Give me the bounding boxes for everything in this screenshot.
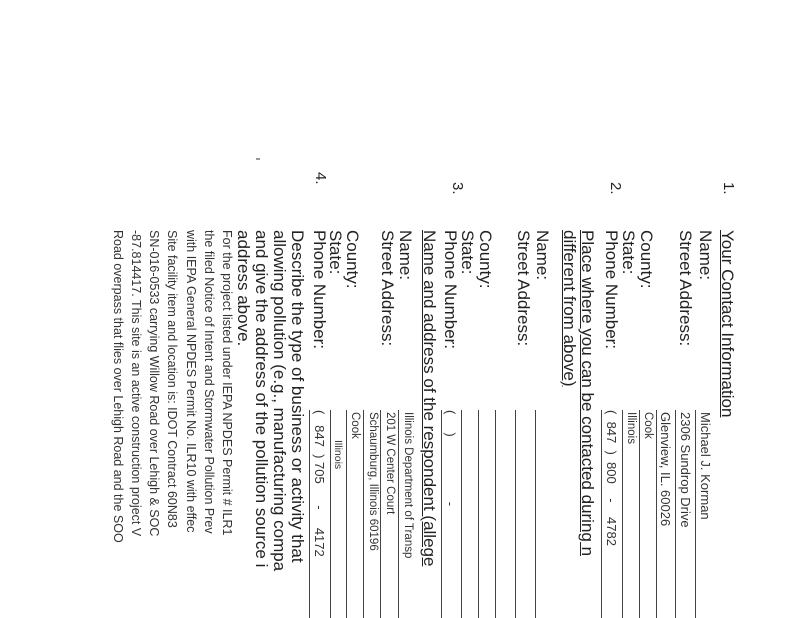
section-3-state-value: Illinois (332, 440, 344, 470)
section-3-name-line (398, 410, 399, 618)
section-3-state-label: State: (326, 230, 345, 275)
section-1-phone-area: 847 (604, 421, 619, 444)
section-4-detail-6: -87.814417. This site is an active construction project V (129, 230, 143, 537)
section-1-county-value: Cook (642, 412, 654, 439)
section-1-phone-label: Phone Number: (602, 230, 621, 350)
section-1-phone-field: ( 847 ) 800 - 4782 (604, 410, 619, 546)
section-2-phone-open: ( (443, 410, 458, 415)
section-3-phone-area: 847 (312, 425, 327, 447)
section-3-street-line (380, 410, 381, 618)
section-1-street-value: 2306 Sundrop Drive (678, 412, 693, 528)
section-1-heading: Your Contact Information (718, 230, 737, 418)
section-1-phone-prefix: 800 (604, 462, 619, 484)
section-1-name-label: Name: (696, 230, 715, 281)
section-3-heading: Name and address of the respondent (allege (420, 230, 439, 567)
section-3-county-label: County: (343, 230, 362, 289)
section-2-county-line (478, 410, 479, 618)
section-4-line-3: and give the address of the pollution source i (252, 230, 271, 568)
section-1-street-label: Street Address: (676, 230, 695, 347)
section-3-state-line (330, 410, 331, 618)
section-3-street-label: Street Address: (378, 230, 397, 347)
section-1-city-line (656, 410, 657, 618)
section-1-county-line (639, 410, 640, 618)
section-4-line-1: Describe the type of business or activity that (288, 230, 307, 563)
scan-speck (256, 158, 260, 160)
section-2-phone-field (444, 410, 457, 506)
section-2-state-line (461, 410, 462, 618)
section-3-phone-dash: - (312, 505, 327, 510)
section-3-phone-field: ( 847 ) 705 - 4172 (312, 410, 327, 557)
section-1-name-line (695, 410, 696, 618)
section-4-line-4: address above. (234, 230, 253, 347)
section-1-state-line (622, 410, 623, 618)
section-4-number: 4. (312, 172, 329, 185)
section-1-state-value: Illinois (625, 412, 637, 444)
section-2-phone-dash: - (443, 501, 458, 507)
section-4-line-2: allowing pollution (e.g., manufacturing compa (270, 230, 289, 572)
section-3-name-label: Name: (396, 230, 415, 281)
section-2-heading-line1: Place where you can be contacted during n (578, 230, 597, 557)
section-2-name-line (535, 410, 536, 618)
section-2-street-label: Street Address: (514, 230, 533, 347)
section-3-city-line (363, 410, 364, 618)
section-2-number: 2. (607, 182, 624, 195)
section-3-number: 3. (449, 182, 466, 195)
section-3-name-value: Illinois Department of Transp (402, 412, 414, 559)
section-3-city-value: Schaumburg, Illinois 60196 (367, 412, 379, 551)
section-3-county-line (346, 410, 347, 618)
section-2-state-label: State: (458, 230, 477, 275)
section-4-detail-4: Site facility item and location is: IDOT Contract 60N83 (165, 230, 179, 528)
section-3-phone-line: 4172 (312, 527, 327, 557)
section-4-detail-3: with IEPA General NPDES Permit No. ILR10 with effec (184, 230, 198, 533)
section-2-county-label: County: (476, 230, 495, 289)
section-3-street-value: 201 W Center Court (384, 412, 396, 515)
section-3-phone-label: Phone Number: (310, 230, 329, 350)
section-1-state-label: State: (619, 230, 638, 275)
section-4-detail-1: For the project listed under IEPA NPDES Permit # ILR1 (220, 230, 234, 536)
section-2-city-line (495, 410, 496, 618)
section-4-detail-2: the filed Notice of Intent and Stormwater Pollution Prev (202, 230, 216, 534)
section-3-county-value: Cook (349, 412, 361, 439)
section-2-street-line (515, 410, 516, 618)
section-2-phone-close: ) (443, 432, 458, 437)
section-1-phone-dash: - (604, 498, 619, 503)
section-4-detail-7: Road overpass that flies over Lehigh Road and the SOO (111, 230, 125, 543)
section-1-number: 1. (720, 182, 737, 195)
section-1-county-label: County: (637, 230, 656, 289)
section-2-phone-rule (441, 410, 442, 618)
section-2-name-label: Name: (533, 230, 552, 281)
section-2-phone-label: Phone Number: (441, 230, 460, 350)
section-3-phone-prefix: 705 (312, 462, 327, 484)
section-1-street-line (675, 410, 676, 618)
section-1-city-value: Glenview, IL. 60026 (658, 412, 673, 527)
section-4-detail-5: SN-016-0533 carrying Willow Road over Lehigh & SOC (147, 230, 161, 537)
section-3-phone-rule (309, 410, 310, 618)
section-1-name-value: Michael J. Korman (698, 412, 713, 520)
section-2-heading-line2: different from above) (560, 230, 579, 387)
section-1-phone-line: 4782 (604, 517, 619, 546)
section-1-phone-line-rule (601, 410, 602, 618)
